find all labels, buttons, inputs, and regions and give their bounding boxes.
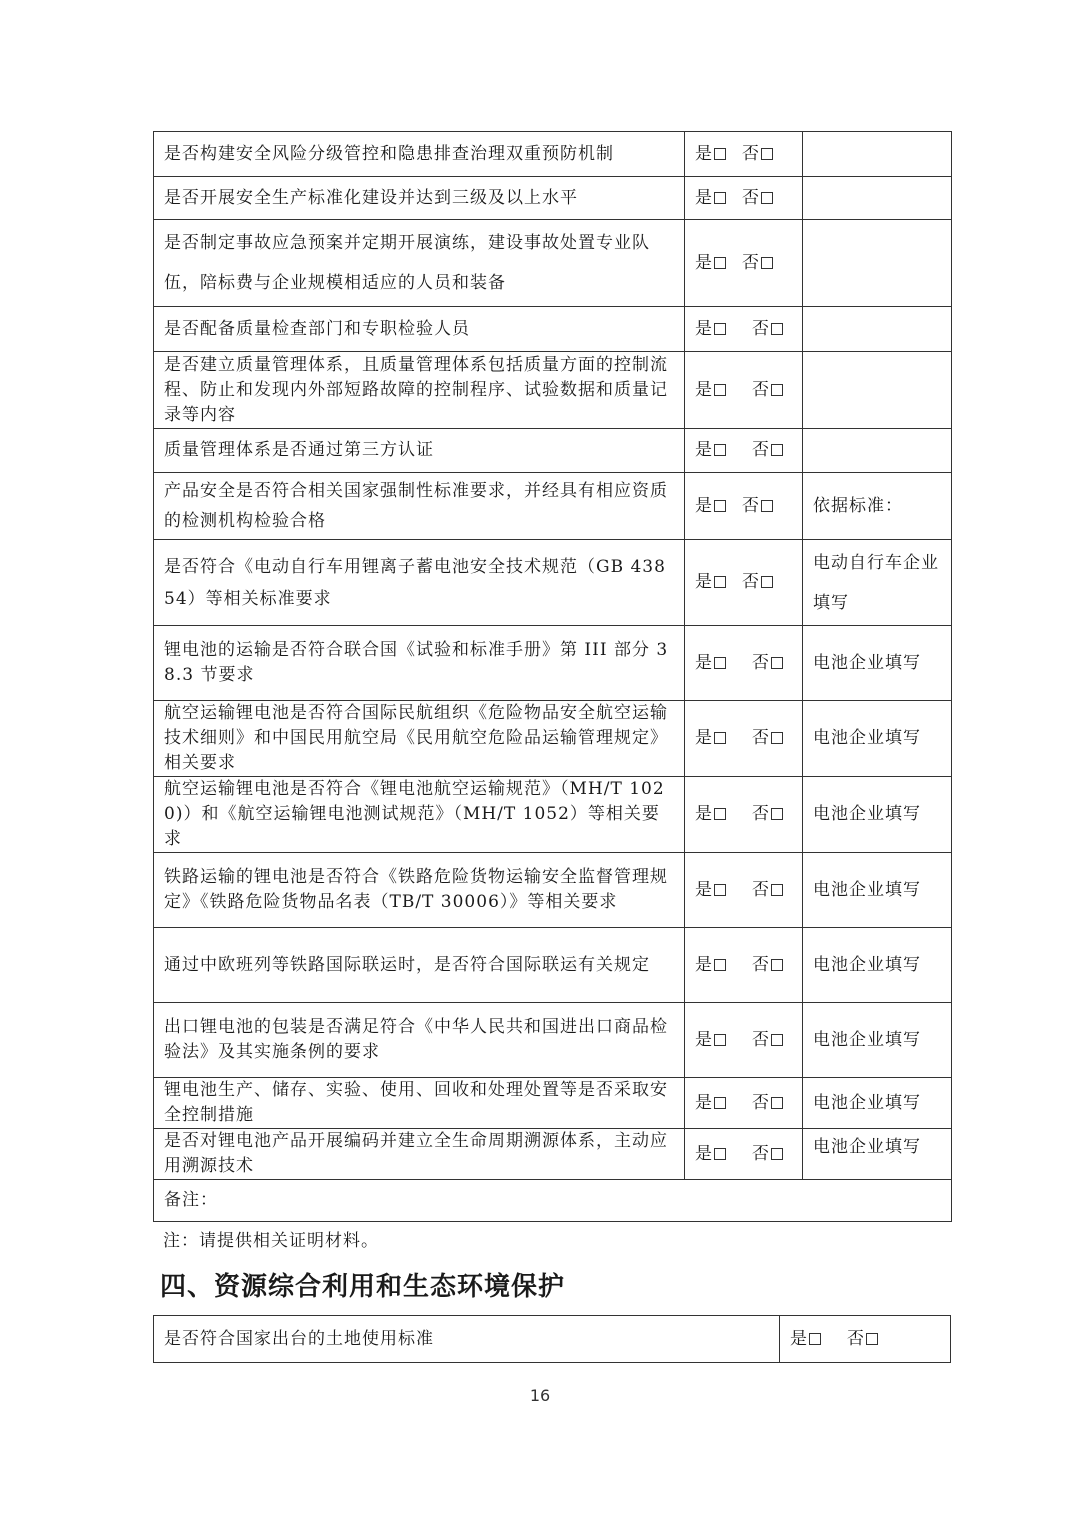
no-checkbox[interactable] [761,500,773,512]
yes-no-cell [685,473,803,540]
yes-option[interactable] [695,955,726,975]
yes-option[interactable] [695,144,726,164]
question-cell: 航空运输锂电池是否符合国际民航组织《危险物品安全航空运输技术细则》和中国民用航空局《民用航空危险品运输管理规定》相关要求 [154,701,685,777]
yes-checkbox[interactable] [714,1034,726,1046]
compliance-table-body [154,132,952,1222]
question-cell: 航空运输锂电池是否符合《锂电池航空运输规范》（MH/T 1020)）和《航空运输锂电池测试规范》（MH/T 1052）等相关要求 [154,777,685,853]
no-option[interactable] [742,253,773,273]
yes-no-cell [685,626,803,701]
yes-no-cell [685,220,803,307]
no-label: 否 [752,804,769,824]
question-cell: 是否符合国家出台的土地使用标准 [154,1316,780,1363]
no-checkbox[interactable] [761,576,773,588]
remarks-label: 备注： [164,1190,218,1210]
remark-cell: 电池企业填写 [803,777,952,853]
no-label: 否 [742,143,759,164]
yes-no-cell [685,1003,803,1078]
yes-checkbox[interactable] [809,1333,821,1345]
table-row [154,1078,952,1129]
remark-cell [803,177,952,220]
no-checkbox[interactable] [771,384,783,396]
no-option[interactable] [752,653,783,673]
yes-checkbox[interactable] [714,657,726,669]
yes-checkbox[interactable] [714,257,726,269]
yes-option[interactable] [695,1093,726,1113]
question-cell: 质量管理体系是否通过第三方认证 [154,429,685,473]
remark-cell: 电池企业填写 [803,1129,952,1180]
section-table-body [154,1316,951,1363]
question-cell: 是否构建安全风险分级管控和隐患排查治理双重预防机制 [154,132,685,177]
table-row [154,853,952,928]
yes-checkbox[interactable] [714,808,726,820]
yes-checkbox[interactable] [714,444,726,456]
yes-no-cell [685,777,803,853]
yes-option[interactable] [695,572,726,592]
no-option[interactable] [847,1329,878,1349]
no-label: 否 [847,1328,864,1349]
yes-label: 是 [695,954,712,975]
remark-cell: 电动自行车企业填写 [803,540,952,626]
remark-cell [803,429,952,473]
question-cell: 铁路运输的锂电池是否符合《铁路危险货物运输安全监督管理规定》《铁路危险货物品名表（TB/T 30006）》等相关要求 [154,853,685,928]
yes-no-cell [685,352,803,429]
yes-no-cell [685,1078,803,1129]
no-label: 否 [752,318,769,339]
table-row [154,220,952,307]
no-option[interactable] [752,728,783,748]
no-label: 否 [752,1092,769,1113]
yes-checkbox[interactable] [714,1148,726,1160]
yes-checkbox[interactable] [714,192,726,204]
yes-checkbox[interactable] [714,732,726,744]
no-checkbox[interactable] [761,192,773,204]
no-checkbox[interactable] [866,1333,878,1345]
yes-option[interactable] [695,1030,726,1050]
yes-label: 是 [695,804,712,824]
remark-cell [803,307,952,352]
yes-option[interactable] [695,188,726,208]
yes-no-cell [685,701,803,777]
yes-no-cell [685,928,803,1003]
yes-option[interactable] [695,1144,726,1164]
remark-cell: 电池企业填写 [803,626,952,701]
no-label: 否 [742,187,759,208]
yes-checkbox[interactable] [714,384,726,396]
yes-option[interactable] [695,653,726,673]
yes-label: 是 [695,1143,712,1164]
table-row [154,177,952,220]
yes-checkbox[interactable] [714,959,726,971]
no-option[interactable] [752,1030,783,1050]
yes-checkbox[interactable] [714,148,726,160]
table-row [154,307,952,352]
table-row [154,1003,952,1078]
no-label: 否 [742,495,759,516]
no-option[interactable] [742,188,773,208]
no-label: 否 [752,879,769,900]
no-label: 否 [752,954,769,975]
remarks-row [154,1180,952,1222]
yes-option[interactable] [695,804,726,824]
table-row [154,429,952,473]
no-checkbox[interactable] [771,732,783,744]
table-row [154,132,952,177]
yes-option[interactable] [695,440,726,460]
remark-cell: 电池企业填写 [803,853,952,928]
yes-option[interactable] [695,496,726,516]
no-checkbox[interactable] [771,1148,783,1160]
question-cell: 产品安全是否符合相关国家强制性标准要求，并经具有相应资质的检测机构检验合格 [154,473,685,540]
no-label: 否 [742,572,759,592]
no-checkbox[interactable] [761,257,773,269]
no-option[interactable] [742,572,773,592]
yes-option[interactable] [695,253,726,273]
yes-label: 是 [695,652,712,673]
no-checkbox[interactable] [771,959,783,971]
section-table [153,1315,951,1363]
table-row [154,928,952,1003]
section-heading: 四、资源综合利用和生态环境保护 [160,1272,566,1302]
yes-label: 是 [695,440,712,460]
yes-checkbox[interactable] [714,884,726,896]
remark-cell [803,132,952,177]
table-row [154,540,952,626]
yes-label: 是 [695,252,712,273]
no-option[interactable] [752,804,783,824]
table-row [154,352,952,429]
yes-checkbox[interactable] [714,1097,726,1109]
yes-label: 是 [695,728,712,748]
remarks-cell[interactable] [154,1180,952,1222]
no-option[interactable] [752,1093,783,1113]
question-cell: 锂电池生产、储存、实验、使用、回收和处理处置等是否采取安全控制措施 [154,1078,685,1129]
yes-no-cell [685,177,803,220]
no-label: 否 [752,379,769,400]
no-option[interactable] [752,880,783,900]
remark-cell: 依据标准： [803,473,952,540]
no-label: 否 [752,728,769,748]
yes-no-cell [685,132,803,177]
no-label: 否 [752,440,769,460]
question-cell: 是否建立质量管理体系，且质量管理体系包括质量方面的控制流程、防止和发现内外部短路故障的控制程序、试验数据和质量记录等内容 [154,352,685,429]
table-row [154,626,952,701]
question-cell: 锂电池的运输是否符合联合国《试验和标准手册》第 III 部分 38.3 节要求 [154,626,685,701]
no-label: 否 [752,1029,769,1050]
question-cell: 出口锂电池的包装是否满足符合《中华人民共和国进出口商品检验法》及其实施条例的要求 [154,1003,685,1078]
yes-label: 是 [695,318,712,339]
yes-option[interactable] [695,880,726,900]
yes-checkbox[interactable] [714,500,726,512]
yes-label: 是 [695,143,712,164]
footnote: 注：请提供相关证明材料。 [163,1231,379,1251]
yes-label: 是 [695,879,712,900]
no-option[interactable] [752,955,783,975]
yes-checkbox[interactable] [714,576,726,588]
yes-no-cell [685,1129,803,1180]
no-label: 否 [752,1143,769,1164]
yes-option[interactable] [695,380,726,400]
page-number: 16 [529,1386,551,1405]
yes-label: 是 [695,572,712,592]
yes-option[interactable] [790,1329,821,1349]
yes-label: 是 [695,1029,712,1050]
no-option[interactable] [752,319,783,339]
yes-no-cell [685,307,803,352]
no-checkbox[interactable] [771,657,783,669]
no-option[interactable] [752,380,783,400]
yes-no-cell [685,540,803,626]
no-checkbox[interactable] [771,323,783,335]
table-row [154,777,952,853]
remark-cell [803,352,952,429]
no-checkbox[interactable] [771,444,783,456]
remark-cell: 电池企业填写 [803,1003,952,1078]
yes-no-cell [685,429,803,473]
table-row [154,473,952,540]
table-row [154,701,952,777]
question-cell: 是否对锂电池产品开展编码并建立全生命周期溯源体系，主动应用溯源技术 [154,1129,685,1180]
yes-no-cell [685,853,803,928]
yes-label: 是 [695,1092,712,1113]
remark-cell: 电池企业填写 [803,701,952,777]
yes-option[interactable] [695,728,726,748]
question-cell: 通过中欧班列等铁路国际联运时，是否符合国际联运有关规定 [154,928,685,1003]
no-checkbox[interactable] [761,148,773,160]
remark-cell: 电池企业填写 [803,928,952,1003]
table-row [154,1316,951,1363]
no-option[interactable] [742,144,773,164]
yes-label: 是 [790,1328,807,1349]
no-option[interactable] [742,496,773,516]
no-checkbox[interactable] [771,1097,783,1109]
yes-option[interactable] [695,319,726,339]
no-option[interactable] [752,1144,783,1164]
remark-cell [803,220,952,307]
question-cell: 是否符合《电动自行车用锂离子蓄电池安全技术规范（GB 43854）等相关标准要求 [154,540,685,626]
no-label: 否 [742,252,759,273]
remark-cell: 电池企业填写 [803,1078,952,1129]
no-checkbox[interactable] [771,1034,783,1046]
no-checkbox[interactable] [771,808,783,820]
no-checkbox[interactable] [771,884,783,896]
table-row [154,1129,952,1180]
question-cell: 是否开展安全生产标准化建设并达到三级及以上水平 [154,177,685,220]
no-option[interactable] [752,440,783,460]
question-cell: 是否配备质量检查部门和专职检验人员 [154,307,685,352]
yes-checkbox[interactable] [714,323,726,335]
compliance-table [153,131,952,1222]
question-cell: 是否制定事故应急预案并定期开展演练，建设事故处置专业队伍，陪标费与企业规模相适应的人员和装备 [154,220,685,307]
no-label: 否 [752,652,769,673]
yes-label: 是 [695,187,712,208]
yes-no-cell [780,1316,951,1363]
yes-label: 是 [695,379,712,400]
yes-label: 是 [695,495,712,516]
